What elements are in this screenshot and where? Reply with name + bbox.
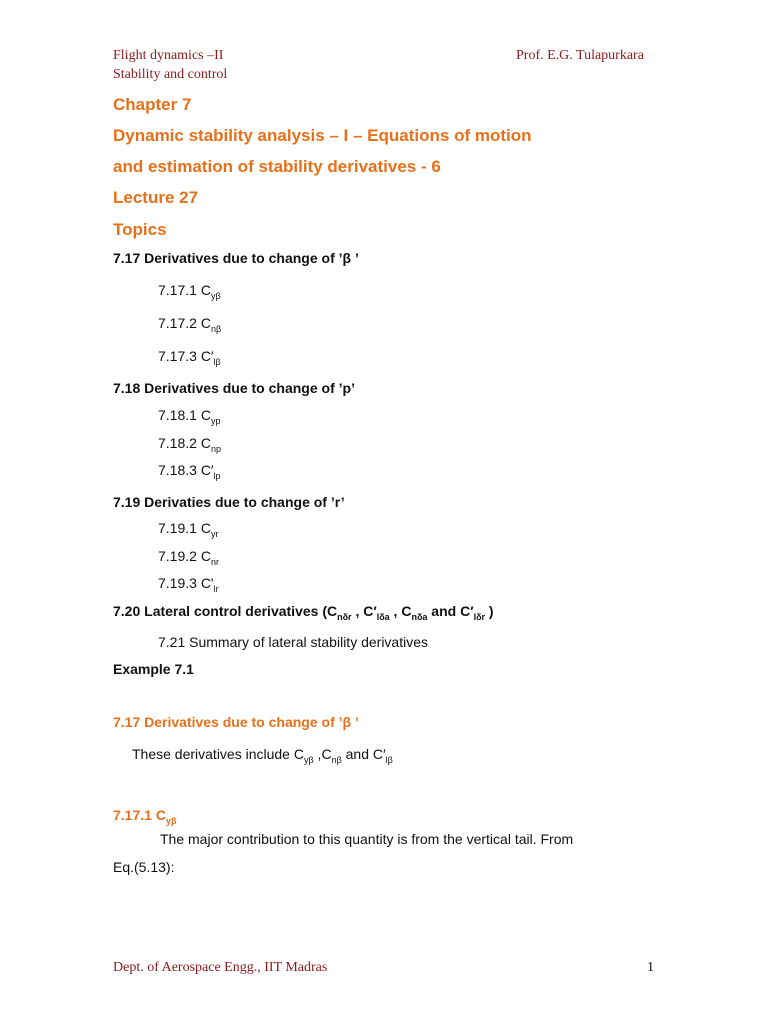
lecture-heading: Lecture 27 xyxy=(113,188,199,207)
page-number: 1 xyxy=(647,960,654,975)
title-line-1: Dynamic stability analysis – I – Equations of motion xyxy=(113,126,532,145)
toc-example: Example 7.1 xyxy=(113,661,194,677)
footer-department: Dept. of Aerospace Engg., IIT Madras xyxy=(113,960,328,975)
toc-item-7-17-1: 7.17.1 $C_{y\beta}$ xyxy=(158,282,221,301)
toc-section-7-18: 7.18 Derivatives due to change of ’p’ xyxy=(113,380,355,396)
topics-heading: Topics xyxy=(113,220,167,239)
toc-section-7-21: 7.21 Summary of lateral stability derivatives xyxy=(158,634,428,650)
toc-item-7-19-2: 7.19.2 $C_{nr}$ xyxy=(158,548,219,567)
toc-item-7-18-3: 7.18.3 $C'_{lp}$ xyxy=(158,462,221,481)
header-course-title: Flight dynamics –II xyxy=(113,48,224,63)
title-line-2: and estimation of stability derivatives - 6 xyxy=(113,157,441,176)
section-heading-7-17-1: 7.17.1 $C_{y\beta}$ xyxy=(113,807,177,826)
derivatives-sentence: These derivatives include $C_{y\beta}$ $,C_{n\beta}$ and $C'_{l\beta}$ xyxy=(132,746,393,765)
toc-item-7-18-2: 7.18.2 $C_{np}$ xyxy=(158,435,221,454)
toc-item-7-18-1: 7.18.1 $C_{yp}$ xyxy=(158,407,221,426)
header-author: Prof. E.G. Tulapurkara xyxy=(516,48,644,63)
paragraph-line-2: Eq.(5.13): xyxy=(113,859,175,875)
toc-section-7-17: 7.17 Derivatives due to change of ’β ’ xyxy=(113,250,359,266)
section-heading-7-17: 7.17 Derivatives due to change of ’β ’ xyxy=(113,714,359,730)
toc-section-7-20: 7.20 Lateral control derivatives ($C_{n\delta r}$ , $C'_{l\delta a}$ , $C_{n\delta a}$ and $C'_{l\delta r}$ ) xyxy=(113,603,494,622)
paragraph-line-1: The major contribution to this quantity is from the vertical tail. From xyxy=(160,831,574,847)
toc-item-7-17-2: 7.17.2 $C_{n\beta}$ xyxy=(158,315,222,334)
chapter-heading: Chapter 7 xyxy=(113,95,192,114)
toc-item-7-17-3: 7.17.3 $C'_{l\beta}$ xyxy=(158,348,221,367)
toc-section-7-19: 7.19 Derivaties due to change of ’r’ xyxy=(113,494,345,510)
header-course-subtitle: Stability and control xyxy=(113,67,228,82)
toc-item-7-19-3: 7.19.3 $C'_{lr}$ xyxy=(158,575,219,594)
toc-item-7-19-1: 7.19.1 $C_{yr}$ xyxy=(158,520,219,539)
